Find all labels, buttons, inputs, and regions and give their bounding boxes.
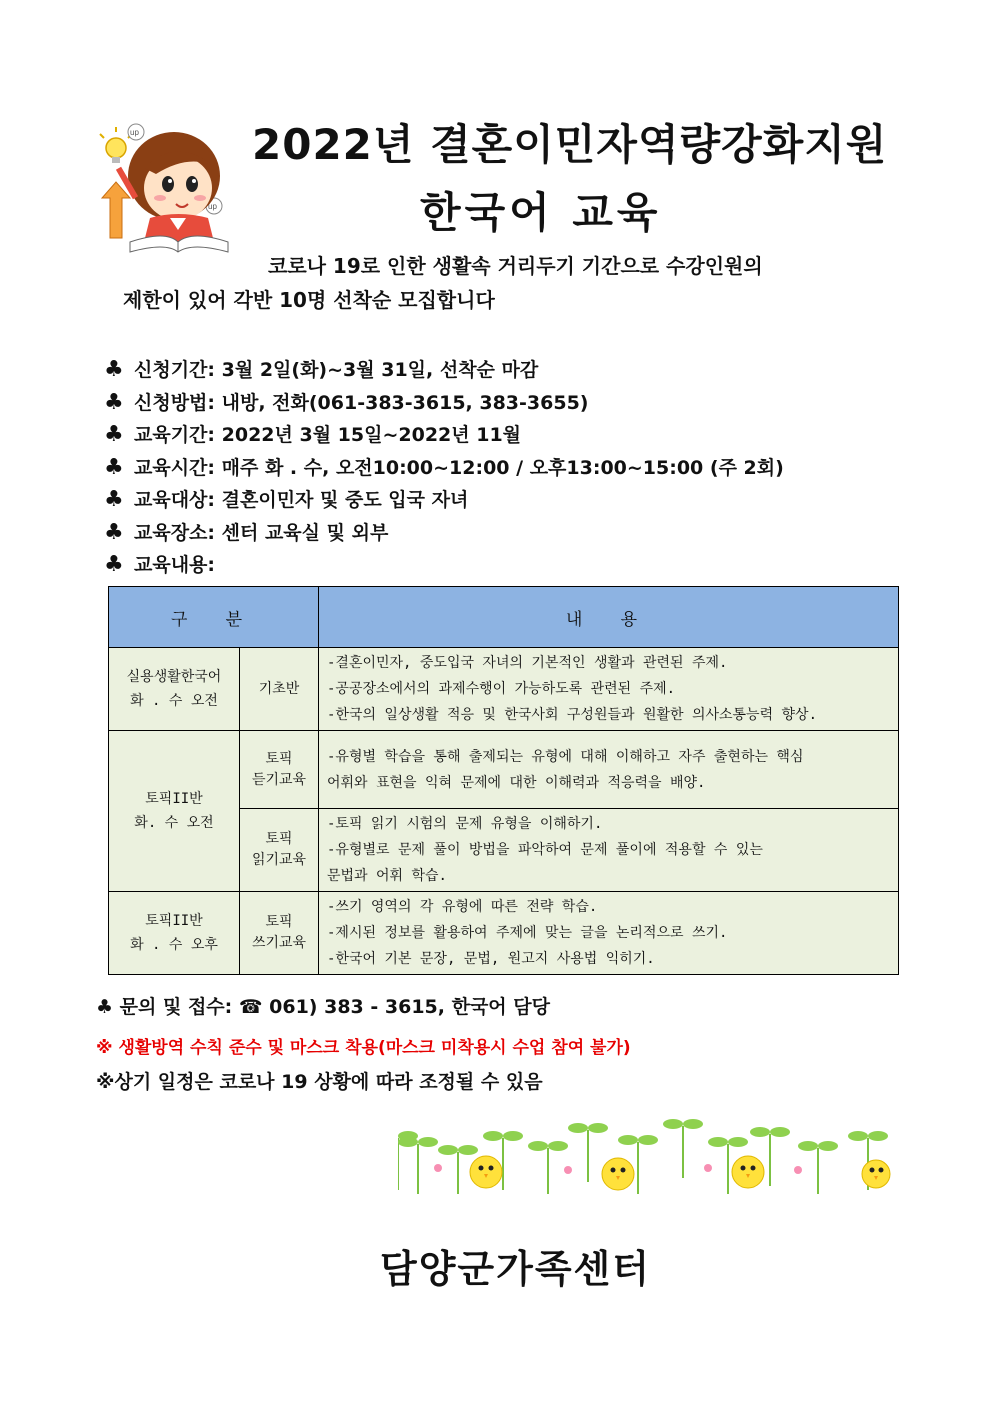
- schedule-notice: ※상기 일정은 코로나 19 상황에 따라 조정될 수 있음: [96, 1071, 543, 1093]
- intro-line-1: 코로나 19로 인한 생활속 거리두기 기간으로 수강인원의: [268, 254, 763, 278]
- table-row: [109, 731, 899, 809]
- sprouts-chicks-decoration: [398, 1098, 898, 1194]
- club-bullet-icon: ♣: [104, 454, 124, 480]
- info-item-method: ♣ 신청방법: 내방, 전화(061-383-3615, 383-3655): [104, 387, 784, 420]
- contact-info: ♣ 문의 및 접수: ☎ 061) 383 - 3615, 한국어 담당: [96, 996, 550, 1018]
- info-item-edu-period: ♣ 교육기간: 2022년 3월 15일~2022년 11월: [104, 419, 784, 452]
- title-line-2: 한국어 교육: [420, 188, 662, 237]
- club-bullet-icon: ♣: [104, 389, 124, 415]
- subclass-cell: 기초반: [240, 648, 319, 731]
- club-bullet-icon: ♣: [104, 422, 124, 447]
- category-cell: 토픽II반 화 . 수 오후: [109, 892, 240, 975]
- svg-text:up: up: [130, 128, 139, 137]
- curriculum-table: [108, 586, 899, 975]
- info-item-edu-time: ♣ 교육시간: 매주 화 . 수, 오전10:00~12:00 / 오후13:00~15:00 (주 2회): [104, 452, 784, 485]
- content-cell: -결혼이민자, 중도입국 자녀의 기본적인 생활과 관련된 주제. -공공장소에서의 과제수행이 가능하도록 관련된 주제. -한국의 일상생활 적응 및 한국사회 구성원들과 원활한 의사소통능력 향상.: [319, 648, 899, 731]
- organization-name: 담양군가족센터: [380, 1247, 651, 1291]
- club-bullet-icon: ♣: [104, 487, 124, 512]
- club-bullet-icon: ♣: [104, 552, 124, 577]
- club-bullet-icon: ♣: [104, 357, 124, 382]
- info-item-content: ♣ 교육내용:: [104, 549, 784, 582]
- table-row: [109, 648, 899, 731]
- content-cell: -유형별 학습을 통해 출제되는 유형에 대해 이해하고 자주 출현하는 핵심 어휘와 표현을 익혀 문제에 대한 이해력과 적응력을 배양.: [319, 731, 899, 809]
- intro-line-2: 제한이 있어 각반 10명 선착순 모집합니다: [123, 288, 495, 312]
- category-cell: 실용생활한국어 화 . 수 오전: [109, 648, 240, 731]
- table-header-content: 내 용: [319, 587, 899, 648]
- quarantine-notice: ※ 생활방역 수칙 준수 및 마스크 착용(마스크 미착용시 수업 참여 불가): [96, 1038, 631, 1058]
- title-line-1: 2022년 결혼이민자역량강화지원: [252, 120, 888, 169]
- girl-studying-illustration: [96, 118, 242, 258]
- info-item-period: ♣ 신청기간: 3월 2일(화)~3월 31일, 선착순 마감: [104, 354, 784, 387]
- info-item-location: ♣ 교육장소: 센터 교육실 및 외부: [104, 517, 784, 550]
- club-bullet-icon: ♣: [104, 519, 124, 545]
- content-cell: -토픽 읽기 시험의 문제 유형을 이해하기. -유형별로 문제 풀이 방법을 파악하여 문제 풀이에 적용할 수 있는 문법과 어휘 학습.: [319, 809, 899, 892]
- category-cell: 토픽II반 화. 수 오전: [109, 731, 240, 892]
- info-item-target: ♣ 교육대상: 결혼이민자 및 중도 입국 자녀: [104, 484, 784, 517]
- content-cell: -쓰기 영역의 각 유형에 따른 전략 학습. -제시된 정보를 활용하여 주제에 맞는 글을 논리적으로 쓰기. -한국어 기본 문장, 문법, 원고지 사용법 익히기.: [319, 892, 899, 975]
- info-list: [104, 354, 784, 582]
- subclass-cell: 토픽 듣기교육: [240, 731, 319, 809]
- table-row: [109, 892, 899, 975]
- subclass-cell: 토픽 읽기교육: [240, 809, 319, 892]
- subclass-cell: 토픽 쓰기교육: [240, 892, 319, 975]
- table-header-category: 구 분: [109, 587, 319, 648]
- svg-text:up: up: [208, 202, 217, 211]
